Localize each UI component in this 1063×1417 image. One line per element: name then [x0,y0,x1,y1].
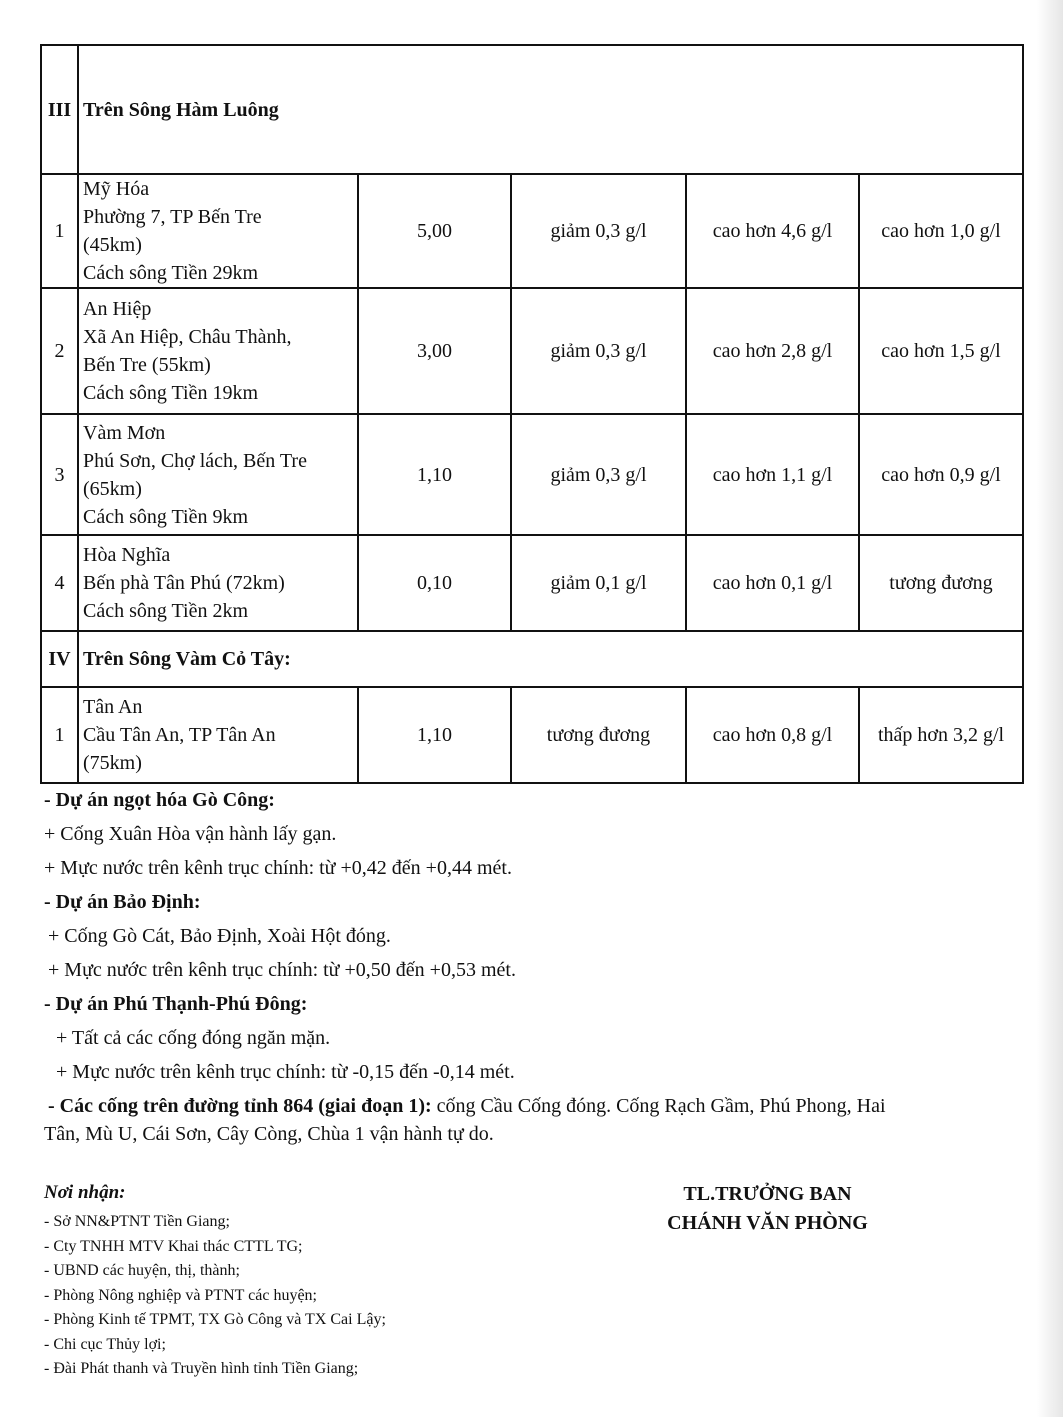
project-line: + Cống Gò Cát, Bảo Định, Xoài Hột đóng. [48,925,391,947]
project-line: + Mực nước trên kênh trục chính: từ -0,15 đến -0,14 mét. [56,1061,515,1083]
salinity-value: 1,10 [358,687,511,783]
project-line: + Cống Xuân Hòa vận hành lấy gạn. [44,823,337,845]
station-name: Hòa Nghĩa [83,544,171,566]
station-river-distance: Cách sông Tiền 9km [83,505,249,528]
project-heading-bao-dinh: - Dự án Bảo Định: [44,891,201,913]
salinity-compare-2: cao hơn 0,9 g/l [859,414,1023,535]
salinity-compare-2: thấp hơn 3,2 g/l [859,687,1023,783]
station-location: Phường 7, TP Bến Tre [83,206,262,228]
project-road-864 [44,1092,1004,1148]
station-location: Xã An Hiệp, Châu Thành, [83,326,292,348]
station-cell [78,414,358,535]
project-road-864-text: cống Cầu Cống đóng. Cống Rạch Gầm, Phú Phong, Hai [436,1095,886,1117]
table-row [41,535,1023,631]
recipient-item: - Cty TNHH MTV Khai thác CTTL TG; [44,1237,303,1255]
salinity-value: 0,10 [358,535,511,631]
project-notes [44,786,1004,1148]
station-name: Tân An [83,696,143,718]
station-cell [78,535,358,631]
salinity-compare-2: cao hơn 1,5 g/l [859,288,1023,414]
salinity-change: giảm 0,3 g/l [511,414,686,535]
station-name: Vàm Mơn [83,421,166,444]
salinity-value: 5,00 [358,174,511,288]
project-line: + Tất cả các cống đóng ngăn mặn. [56,1027,331,1049]
section-number: III [41,45,78,174]
station-river-distance: Cách sông Tiền 2km [83,600,249,622]
row-index: 4 [41,535,78,631]
signature-block [630,1180,905,1238]
salinity-compare-2: cao hơn 1,0 g/l [859,174,1023,288]
station-location: Bến phà Tân Phú (72km) [83,572,285,594]
station-cell [78,288,358,414]
salinity-change: giảm 0,1 g/l [511,535,686,631]
station-distance: (75km) [83,752,142,774]
salinity-compare-1: cao hơn 0,8 g/l [686,687,859,783]
project-road-864-text-cont: Tân, Mù U, Cái Sơn, Cây Còng, Chùa 1 vận hành tự do. [44,1123,494,1145]
section-row-vamcotay [41,631,1023,687]
salinity-value: 3,00 [358,288,511,414]
station-location: Cầu Tân An, TP Tân An [83,724,276,746]
row-index: 3 [41,414,78,535]
salinity-value: 1,10 [358,414,511,535]
station-distance: Bến Tre (55km) [83,354,211,376]
station-name: An Hiệp [83,298,152,320]
station-cell [78,174,358,288]
project-line: + Mực nước trên kênh trục chính: từ +0,50 đến +0,53 mét. [48,959,516,981]
salinity-compare-1: cao hơn 0,1 g/l [686,535,859,631]
salinity-change: giảm 0,3 g/l [511,288,686,414]
row-index: 1 [41,174,78,288]
project-heading-phu-thanh: - Dự án Phú Thạnh-Phú Đông: [44,993,308,1015]
row-index: 2 [41,288,78,414]
table-row [41,414,1023,535]
recipients-block [44,1180,604,1382]
station-river-distance: Cách sông Tiền 29km [83,262,259,284]
station-river-distance: Cách sông Tiền 19km [83,382,259,404]
signature-title: TL.TRƯỞNG BAN [683,1183,852,1205]
project-heading-road-864: - Các cống trên đường tỉnh 864 (giai đoạn 1): [48,1095,432,1117]
recipients-heading: Nơi nhận: [44,1182,126,1203]
salinity-compare-2: tương đương [859,535,1023,631]
signature-position: CHÁNH VĂN PHÒNG [667,1212,868,1234]
salinity-change: giảm 0,3 g/l [511,174,686,288]
page-edge-shadow [1037,0,1063,1417]
recipient-item: - Chi cục Thủy lợi; [44,1335,166,1353]
section-title: Trên Sông Vàm Cỏ Tây: [78,631,1023,687]
recipient-item: - Sở NN&PTNT Tiền Giang; [44,1213,230,1230]
project-line: + Mực nước trên kênh trục chính: từ +0,42 đến +0,44 mét. [44,857,512,879]
table-row [41,174,1023,288]
table-row [41,288,1023,414]
row-index: 1 [41,687,78,783]
salinity-compare-1: cao hơn 4,6 g/l [686,174,859,288]
station-cell [78,687,358,783]
recipient-item: - Phòng Kinh tế TPMT, TX Gò Công và TX Cai Lậy; [44,1311,386,1328]
station-location: Phú Sơn, Chợ lách, Bến Tre [83,449,307,472]
recipient-item: - Đài Phát thanh và Truyền hình tỉnh Tiền Giang; [44,1360,359,1377]
salinity-compare-1: cao hơn 2,8 g/l [686,288,859,414]
station-name: Mỹ Hóa [83,178,150,200]
salinity-compare-1: cao hơn 1,1 g/l [686,414,859,535]
project-heading-go-cong: - Dự án ngọt hóa Gò Công: [44,789,275,811]
station-distance: (65km) [83,477,142,500]
table-row [41,687,1023,783]
recipient-item: - UBND các huyện, thị, thành; [44,1262,240,1279]
station-distance: (45km) [83,234,142,256]
section-number: IV [41,631,78,687]
section-title: Trên Sông Hàm Luông [78,45,1023,174]
salinity-change: tương đương [511,687,686,783]
recipient-item: - Phòng Nông nghiệp và PTNT các huyện; [44,1286,317,1304]
salinity-table [40,44,1024,784]
section-row-hamluong [41,45,1023,174]
